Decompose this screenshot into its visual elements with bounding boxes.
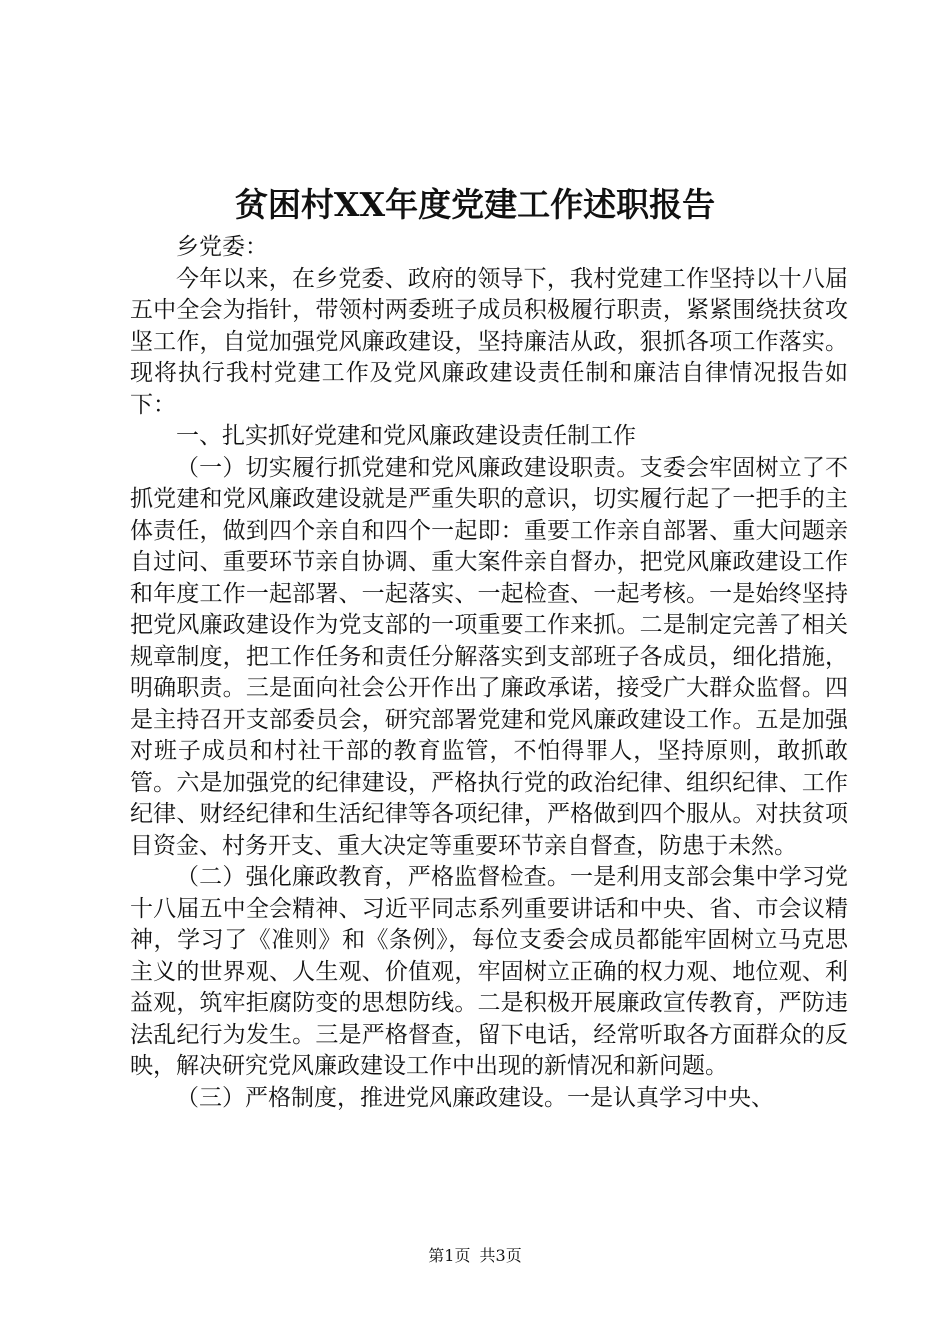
document-body — [130, 232, 848, 1114]
body-paragraph: （一）切实履行抓党建和党风廉政建设职责。支委会牢固树立了不抓党建和党风廉政建设就是严重失职的意识，切实履行起了一把手的主体责任，做到四个亲自和四个一起即：重要工作亲自部署、重大问题亲自过问、重要环节亲自协调、重大案件亲自督办，把党风廉政建设工作和年度工作一起部署、一起落实、一起检查、一起考核。一是始终坚持把党风廉政建设作为党支部的一项重要工作来抓。二是制定完善了相关规章制度，把工作任务和责任分解落实到支部班子各成员，细化措施，明确职责。三是面向社会公开作出了廉政承诺，接受广大群众监督。四是主持召开支部委员会，研究部署党建和党风廉政建设工作。五是加强对班子成员和村社干部的教育监管，不怕得罪人，坚持原则，敢抓敢管。六是加强党的纪律建设，严格执行党的政治纪律、组织纪律、工作纪律、财经纪律和生活纪律等各项纪律，严格做到四个服从。对扶贫项目资金、村务开支、重大决定等重要环节亲自督查，防患于未然。 — [130, 454, 848, 859]
section-heading: 一、扎实抓好党建和党风廉政建设责任制工作 — [176, 423, 636, 449]
document-title: 贫困村XX年度党建工作述职报告 — [234, 185, 716, 224]
page-number: 第1页 — [428, 1246, 471, 1265]
body-paragraph: （三）严格制度，推进党风廉政建设。一是认真学习中央、 — [176, 1084, 774, 1111]
intro-paragraph: 今年以来，在乡党委、政府的领导下，我村党建工作坚持以十八届五中全会为指针，带领村两委班子成员积极履行职责，紧紧围绕扶贫攻坚工作，自觉加强党风廉政建设，坚持廉洁从政，狠抓各项工作落实。现将执行我村党建工作及党风廉政建设责任制和廉洁自律情况报告如下： — [130, 265, 848, 418]
page-total: 共3页 — [479, 1246, 522, 1265]
body-paragraph: （二）强化廉政教育，严格监督检查。一是利用支部会集中学习党十八届五中全会精神、习近平同志系列重要讲话和中央、省、市会议精神，学习了《准则》和《条例》，每位支委会成员都能牢固树立马克思主义的世界观、人生观、价值观，牢固树立正确的权力观、地位观、利益观，筑牢拒腐防变的思想防线。二是积极开展廉政宣传教育，严防违法乱纪行为发生。三是严格督查，留下电话，经常听取各方面群众的反映，解决研究党风廉政建设工作中出现的新情况和新问题。 — [130, 864, 848, 1079]
page-footer — [0, 1245, 950, 1267]
salutation: 乡党委： — [176, 234, 268, 260]
